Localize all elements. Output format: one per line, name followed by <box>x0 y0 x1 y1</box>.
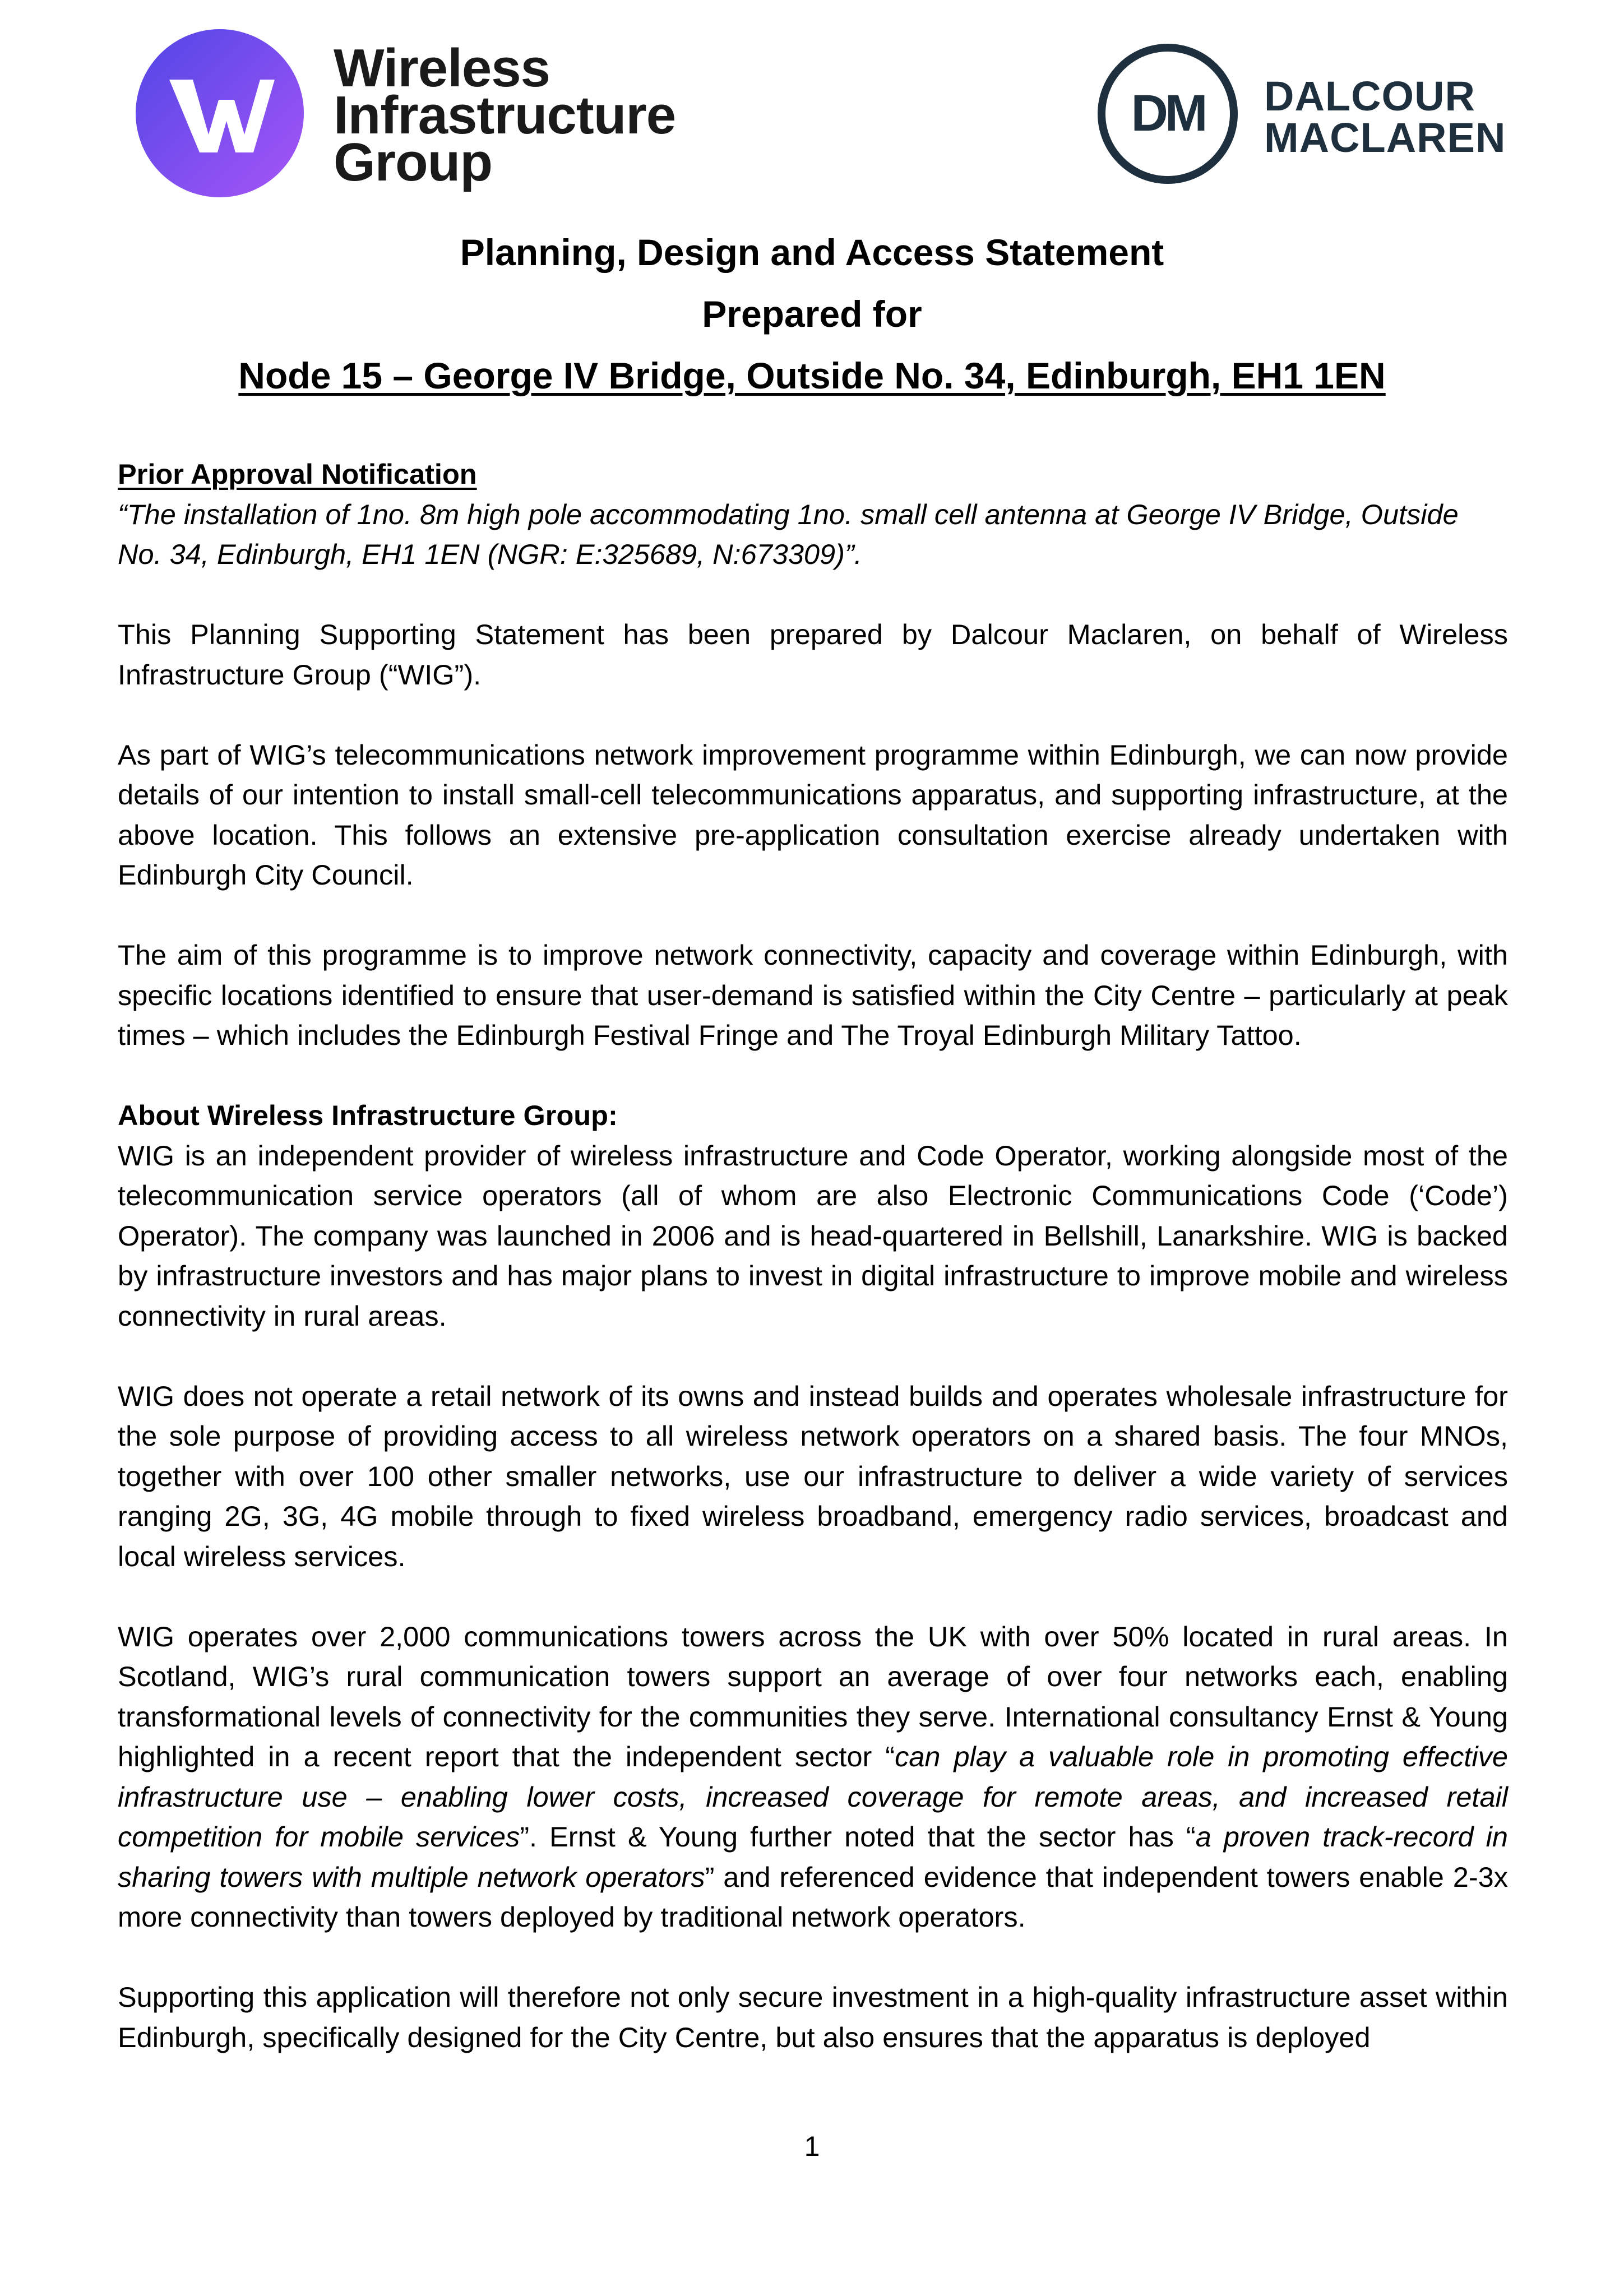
about-section <box>118 1095 1508 1336</box>
towers-quote-2: a proven track-record in sharing towers with multiple network operators <box>118 1821 1508 1893</box>
prior-approval-heading: Prior Approval Notification <box>118 458 477 490</box>
paragraph-programme: As part of WIG’s telecommunications network improvement programme within Edinburgh, we can now provide details of our intention to install small-cell telecommunications apparatus, and supporting infrastructure, at the above location. This follows an extensive pre-application consultation exercise already undertaken with Edinburgh City Council. <box>118 738 1508 891</box>
towers-quote-1: can play a valuable role in promoting effective infrastructure use – enabling lower costs, increased coverage for remote areas, and increased retail competition for mobile services <box>118 1740 1508 1853</box>
wig-logo-line-3: Group <box>334 132 492 192</box>
paragraph-aim: The aim of this programme is to improve network connectivity, capacity and coverage within Edinburgh, with specific locations identified to ensure that user-demand is satisfied within the City Centre – particularly at peak times – which includes the Edinburgh Festival Fringe and The Troyal Edinburgh Military Tattoo. <box>118 939 1508 1051</box>
document-title-block <box>0 221 1624 406</box>
towers-text-c: ” and referenced evidence that independent towers enable 2-3x more connectivity than towers deployed by traditional network operators. <box>118 1860 1508 1933</box>
towers-text-b: ”. Ernst & Young further noted that the sector has “ <box>520 1821 1196 1853</box>
wig-logo <box>135 28 695 202</box>
dm-logo-text <box>1264 73 1506 161</box>
wig-logo-mark-icon <box>135 28 306 199</box>
about-heading: About Wireless Infrastructure Group: <box>118 1099 618 1131</box>
document-body <box>118 454 1508 2098</box>
dm-logo-line-1: DALCOUR <box>1264 73 1475 119</box>
wig-logo-line-1: Wireless <box>334 38 550 98</box>
paragraph-wholesale: WIG does not operate a retail network of its owns and instead builds and operates wholesale infrastructure for the sole purpose of providing access to all wireless network operators on a shared basis. The four MNOs, together with over 100 other smaller networks, use our infrastructure to deliver a wide variety of services ranging 2G, 3G, 4G mobile through to fixed wireless broadband, emergency radio services, broadcast and local wireless services. <box>118 1380 1508 1572</box>
svg-text:DM: DM <box>1131 85 1205 142</box>
page-number: 1 <box>804 2131 820 2162</box>
dalcour-maclaren-logo <box>1096 42 1544 188</box>
towers-text-a: WIG operates over 2,000 communications towers across the UK with over 50% located in rural areas. In Scotland, WIG’s rural communication towers support an average of over four networks each, enabling transformational levels of connectivity for the communities they serve. International consultancy Ernst & Young highlighted in a recent report that the independent sector “ <box>118 1620 1508 1772</box>
wig-logo-line-2: Infrastructure <box>334 85 676 145</box>
document-subtitle: Prepared for <box>702 293 922 335</box>
dm-logo-mark-icon <box>1096 42 1239 186</box>
paragraph-intro: This Planning Supporting Statement has been prepared by Dalcour Maclaren, on behalf of Wireless Infrastructure Group (“WIG”). <box>118 618 1508 691</box>
paragraph-supporting: Supporting this application will therefore not only secure investment in a high-quality infrastructure asset within Edinburgh, specifically designed for the City Centre, but also ensures that the apparatus is deployed <box>118 1981 1508 2053</box>
about-text: WIG is an independent provider of wireless infrastructure and Code Operator, working alongside most of the telecommunication service operators (all of whom are also Electronic Communications Code (‘Code’) Operator). The company was launched in 2006 and is head-quartered in Bellshill, Lanarkshire. WIG is backed by infrastructure investors and has major plans to invest in digital infrastructure to improve mobile and wireless connectivity in rural areas. <box>118 1139 1508 1332</box>
document-title: Planning, Design and Access Statement <box>460 232 1164 273</box>
paragraph-towers <box>118 1617 1508 1937</box>
wig-logo-text <box>334 38 676 192</box>
dm-logo-line-2: MACLAREN <box>1264 114 1506 161</box>
prior-approval-section <box>118 454 1508 575</box>
prior-approval-text: “The installation of 1no. 8m high pole accommodating 1no. small cell antenna at George IV Bridge, Outside No. 34, Edinburgh, EH1 1EN (NGR: E:325689, N:673309)”. <box>118 498 1459 570</box>
document-site-title: Node 15 – George IV Bridge, Outside No. 34, Edinburgh, EH1 1EN <box>238 355 1386 396</box>
